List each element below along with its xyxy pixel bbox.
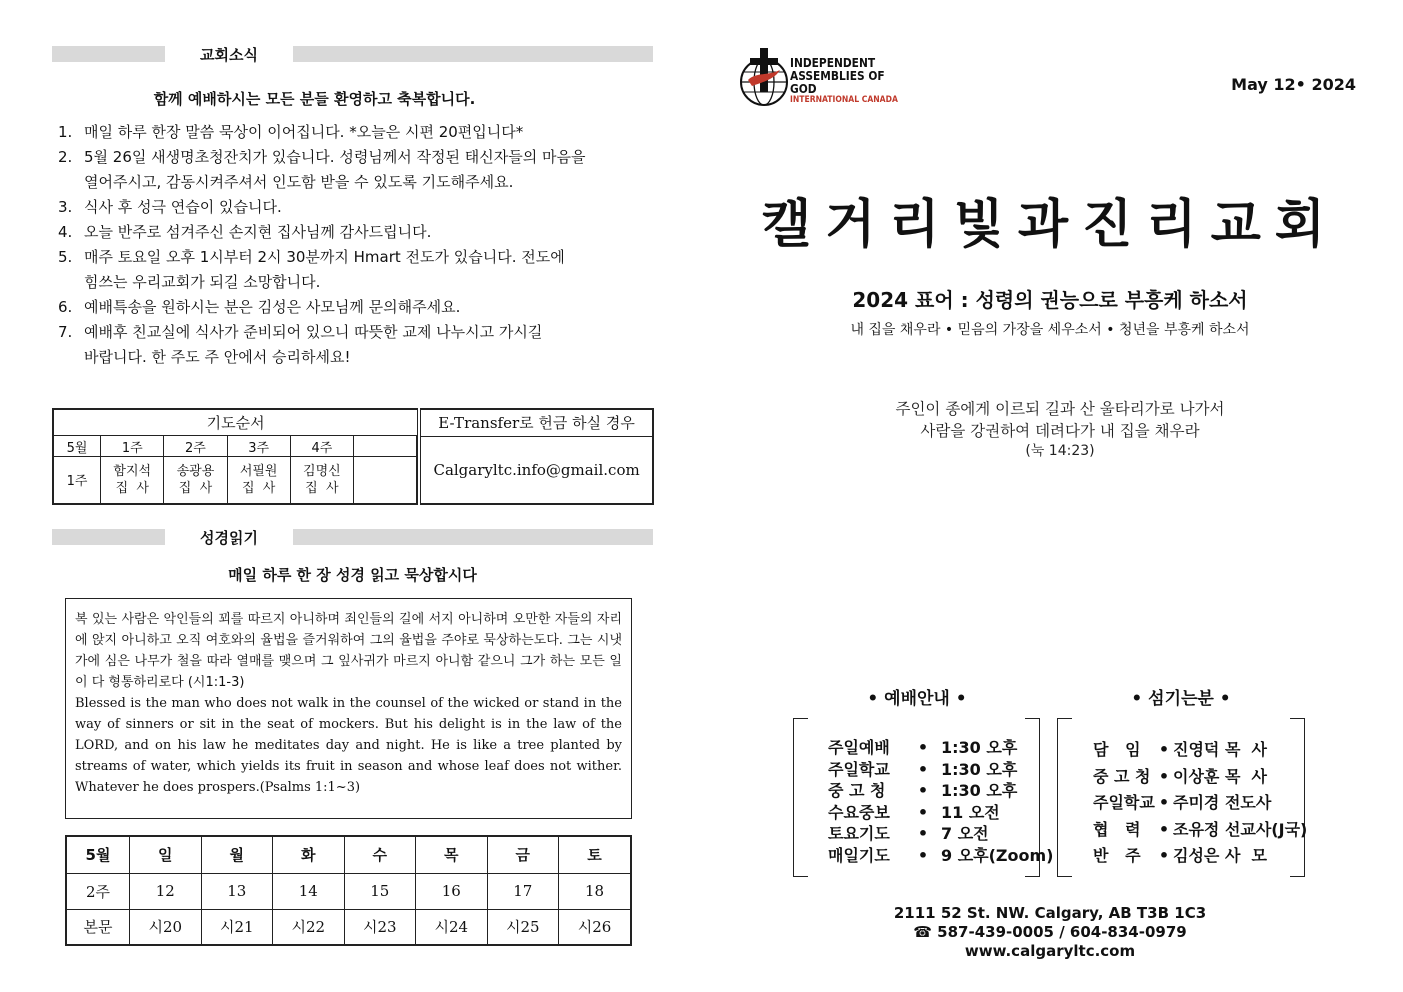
- notice-text: 5월 26일 새생명초청잔치가 있습니다. 성령님께서 작정된 태신자들의 마음을: [84, 148, 586, 166]
- notice-text: 식사 후 성극 연습이 있습니다.: [84, 198, 282, 216]
- verse-line1: 주인이 종에게 이르되 길과 산 울타리가로 나가서: [895, 400, 1225, 418]
- prayer-role: 집 사: [305, 480, 339, 496]
- server-row: [1093, 843, 1307, 870]
- etransfer-title: E-Transfer로 헌금 하실 경우: [421, 410, 652, 437]
- service-row: [828, 759, 1054, 781]
- reading-header-cell: 금: [487, 836, 559, 873]
- footer: [800, 904, 1300, 961]
- notice-text: 매주 토요일 오후 1시부터 2시 30분까지 Hmart 전도가 있습니다. 전도에: [84, 248, 565, 266]
- prayer-title: 기도순서: [53, 409, 419, 436]
- prayer-week: 3주: [227, 436, 290, 457]
- reading-header-cell: 일: [130, 836, 202, 873]
- footer-phone: ☎ 587-439-0005 / 604-834-0979: [913, 923, 1187, 941]
- reading-table: [65, 835, 632, 946]
- prayer-week: 1주: [101, 436, 164, 457]
- globe-cross-icon: [738, 46, 790, 108]
- reading-cell: 시23: [344, 909, 416, 945]
- server-row: [1093, 817, 1307, 844]
- notice-number: 5.: [58, 248, 73, 266]
- notice-number: 4.: [58, 223, 73, 241]
- server-row: [1093, 737, 1307, 764]
- servers-list: [1093, 737, 1307, 870]
- service-time: 1:30 오후: [941, 738, 1018, 757]
- motto-sub: 내 집을 채우라 • 믿음의 가장을 세우소서 • 청년을 부흥케 하소서: [850, 322, 1250, 338]
- server-person: 김성은 사 모: [1173, 846, 1267, 865]
- notice-item: [58, 295, 643, 320]
- reading-cell: 시20: [130, 909, 202, 945]
- verse-ref: (눅 14:23): [1025, 443, 1095, 459]
- bullet-icon: •: [917, 759, 929, 779]
- reading-cell: 시22: [273, 909, 345, 945]
- service-row: [828, 823, 1054, 845]
- notice-text: 열어주시고, 감동시켜주셔서 인도함 받을 수 있도록 기도해주세요.: [84, 173, 514, 191]
- bullet-icon: •: [1158, 846, 1170, 865]
- prayer-row-label: 1주: [53, 456, 101, 504]
- verse-line2: 사람을 강권하여 데려다가 내 집을 채우라: [920, 422, 1200, 440]
- bulletin-date: May 12• 2024: [1231, 75, 1356, 94]
- notice-item: [58, 220, 643, 245]
- reading-cell: 시21: [201, 909, 273, 945]
- bullet-icon: •: [1158, 766, 1170, 786]
- bullet-icon: •: [1158, 793, 1170, 812]
- welcome-text: 함께 예배하시는 모든 분들 환영하고 축복합니다.: [153, 90, 476, 108]
- service-name: 토요기도: [828, 824, 890, 843]
- reading-cell: 12: [130, 873, 202, 909]
- notice-text: 예배후 친교실에 식사가 준비되어 있으니 따뜻한 교제 나누시고 가시길: [84, 323, 543, 341]
- service-row: [828, 802, 1054, 824]
- service-row: [828, 845, 1054, 867]
- bible-subtitle: 매일 하루 한 장 성경 읽고 묵상합시다: [228, 566, 477, 584]
- servers-title: • 섬기는분 •: [1131, 689, 1231, 709]
- service-time: 11 오전: [941, 802, 1000, 822]
- server-role: 주일학교: [1093, 793, 1155, 812]
- service-row: [828, 780, 1054, 802]
- reading-cell: 14: [273, 873, 345, 909]
- server-row: [1093, 790, 1307, 817]
- prayer-name: 서필원: [239, 463, 278, 479]
- server-role: 반 주: [1093, 846, 1141, 865]
- bible-title: 성경읽기: [165, 527, 293, 548]
- logo-line3: INTERNATIONAL CANADA: [790, 95, 898, 105]
- server-person: 조유정 선교사(J국): [1173, 819, 1308, 839]
- reading-cell: 본문: [66, 909, 130, 945]
- notice-item: [58, 320, 643, 370]
- logo-line1: INDEPENDENT: [790, 55, 876, 70]
- notice-text: 힘쓰는 우리교회가 되길 소망합니다.: [84, 273, 321, 291]
- reading-header-cell: 토: [559, 836, 632, 873]
- server-role: 중 고 청: [1093, 766, 1151, 786]
- bracket-left: [1057, 718, 1072, 877]
- service-name: 주일학교: [828, 759, 890, 779]
- bullet-icon: •: [1158, 740, 1170, 759]
- bullet-icon: •: [1158, 819, 1170, 839]
- church-logo: [738, 46, 918, 108]
- prayer-name: 송광용: [176, 463, 215, 479]
- bullet-icon: •: [917, 781, 929, 800]
- reading-header-cell: 화: [273, 836, 345, 873]
- reading-cell: 13: [201, 873, 273, 909]
- reading-cell: 17: [487, 873, 559, 909]
- prayer-name: 함지석: [113, 463, 152, 479]
- reading-cell: 시24: [416, 909, 488, 945]
- reading-cell: 16: [416, 873, 488, 909]
- prayer-month: 5월: [53, 436, 101, 457]
- verse: [780, 398, 1340, 460]
- prayer-table: [52, 408, 654, 505]
- service-time: 1:30 오후: [941, 759, 1018, 779]
- bullet-icon: •: [917, 802, 929, 822]
- service-name: 주일예배: [828, 738, 890, 757]
- church-name: 캘거리빛과진리교회: [760, 195, 1340, 255]
- prayer-role: 집 사: [241, 480, 276, 496]
- service-time: 7 오전: [941, 824, 989, 843]
- bullet-icon: •: [917, 738, 929, 757]
- reading-cell: 15: [344, 873, 416, 909]
- footer-web[interactable]: www.calgaryltc.com: [964, 942, 1136, 960]
- notice-text: 바랍니다. 한 주도 주 안에서 승리하세요!: [84, 348, 351, 366]
- bible-passage-box: [65, 598, 632, 819]
- notice-item: [58, 145, 643, 195]
- notice-number: 7.: [58, 323, 73, 341]
- service-row: [828, 737, 1054, 759]
- reading-cell: 시26: [559, 909, 632, 945]
- bracket-left: [793, 718, 808, 877]
- prayer-name: 김명신: [303, 463, 341, 479]
- reading-header-cell: 수: [344, 836, 416, 873]
- motto-title: 2024 표어 : 성령의 권능으로 부흥케 하소서: [852, 288, 1248, 312]
- notice-text: 매일 하루 한장 말씀 묵상이 이어집니다. *오늘은 시편 20편입니다*: [84, 123, 524, 141]
- prayer-role: 집 사: [115, 480, 149, 496]
- bullet-icon: •: [917, 824, 929, 843]
- service-name: 매일기도: [828, 845, 890, 865]
- prayer-week: 4주: [290, 436, 353, 457]
- notice-item: [58, 245, 643, 295]
- reading-header-cell: 5월: [66, 836, 130, 873]
- services-list: [828, 737, 1054, 866]
- prayer-role: 집 사: [178, 480, 213, 496]
- prayer-week: 2주: [164, 436, 227, 457]
- reading-header-cell: 월: [201, 836, 273, 873]
- service-name: 중 고 청: [828, 781, 886, 800]
- notice-number: 6.: [58, 298, 73, 316]
- notice-item: [58, 195, 643, 220]
- bullet-icon: •: [917, 845, 929, 865]
- logo-line2: ASSEMBLIES OF GOD: [790, 68, 885, 96]
- services-title: • 예배안내 •: [867, 689, 967, 709]
- notices-title: 교회소식: [165, 44, 293, 65]
- reading-header-cell: 목: [416, 836, 488, 873]
- bible-header-bar: [52, 529, 653, 545]
- service-time: 1:30 오후: [941, 781, 1018, 800]
- notice-text: 예배특송을 원하시는 분은 김성은 사모님께 문의해주세요.: [84, 298, 461, 316]
- server-role: 담 임: [1093, 740, 1141, 759]
- server-person: 이상훈 목 사: [1173, 766, 1267, 786]
- etransfer-email[interactable]: Calgaryltc.info@gmail.com: [433, 461, 640, 479]
- notice-text: 오늘 반주로 섬겨주신 손지현 집사님께 감사드립니다.: [84, 223, 432, 241]
- reading-cell: 18: [559, 873, 632, 909]
- service-time: 9 오후(Zoom): [941, 845, 1054, 865]
- reading-cell: 2주: [66, 873, 130, 909]
- server-row: [1093, 764, 1307, 791]
- footer-address: 2111 52 St. NW. Calgary, AB T3B 1C3: [893, 904, 1207, 922]
- notice-number: 2.: [58, 148, 73, 166]
- reading-cell: 시25: [487, 909, 559, 945]
- notice-number: 3.: [58, 198, 73, 216]
- notice-item: [58, 120, 643, 145]
- server-person: 주미경 전도사: [1173, 793, 1272, 812]
- notice-number: 1.: [58, 123, 73, 141]
- server-person: 진영덕 목 사: [1173, 740, 1267, 759]
- server-role: 협 력: [1093, 819, 1141, 839]
- bible-english: Blessed is the man who does not walk in the counsel of the wicked or stand in the way of sinners or sit in the seat of mockers. But his delight is in the law of the LORD, and on his law he meditates day and night. He is like a tree planted by streams of water, which yields its fruit in season and whose leaf does not wither. Whatever he does prospers.(Psalms 1:1~3): [75, 696, 622, 795]
- notices-header-bar: [52, 46, 653, 62]
- bible-korean: 복 있는 사람은 악인들의 꾀를 따르지 아니하며 죄인들의 길에 서지 아니하며 오만한 자들의 자리에 앉지 아니하고 오직 여호와의 율법을 즐거워하여 그의 율법을 주야로 묵상하는도다. 그는 시냇가에 심은 나무가 철을 따라 열매를 맺으며 그 잎사귀가 마르지 아니함 같으니 그가 하는 모든 일이 다 형통하리로다 (시1:1-3): [75, 612, 622, 690]
- service-name: 수요중보: [828, 802, 890, 822]
